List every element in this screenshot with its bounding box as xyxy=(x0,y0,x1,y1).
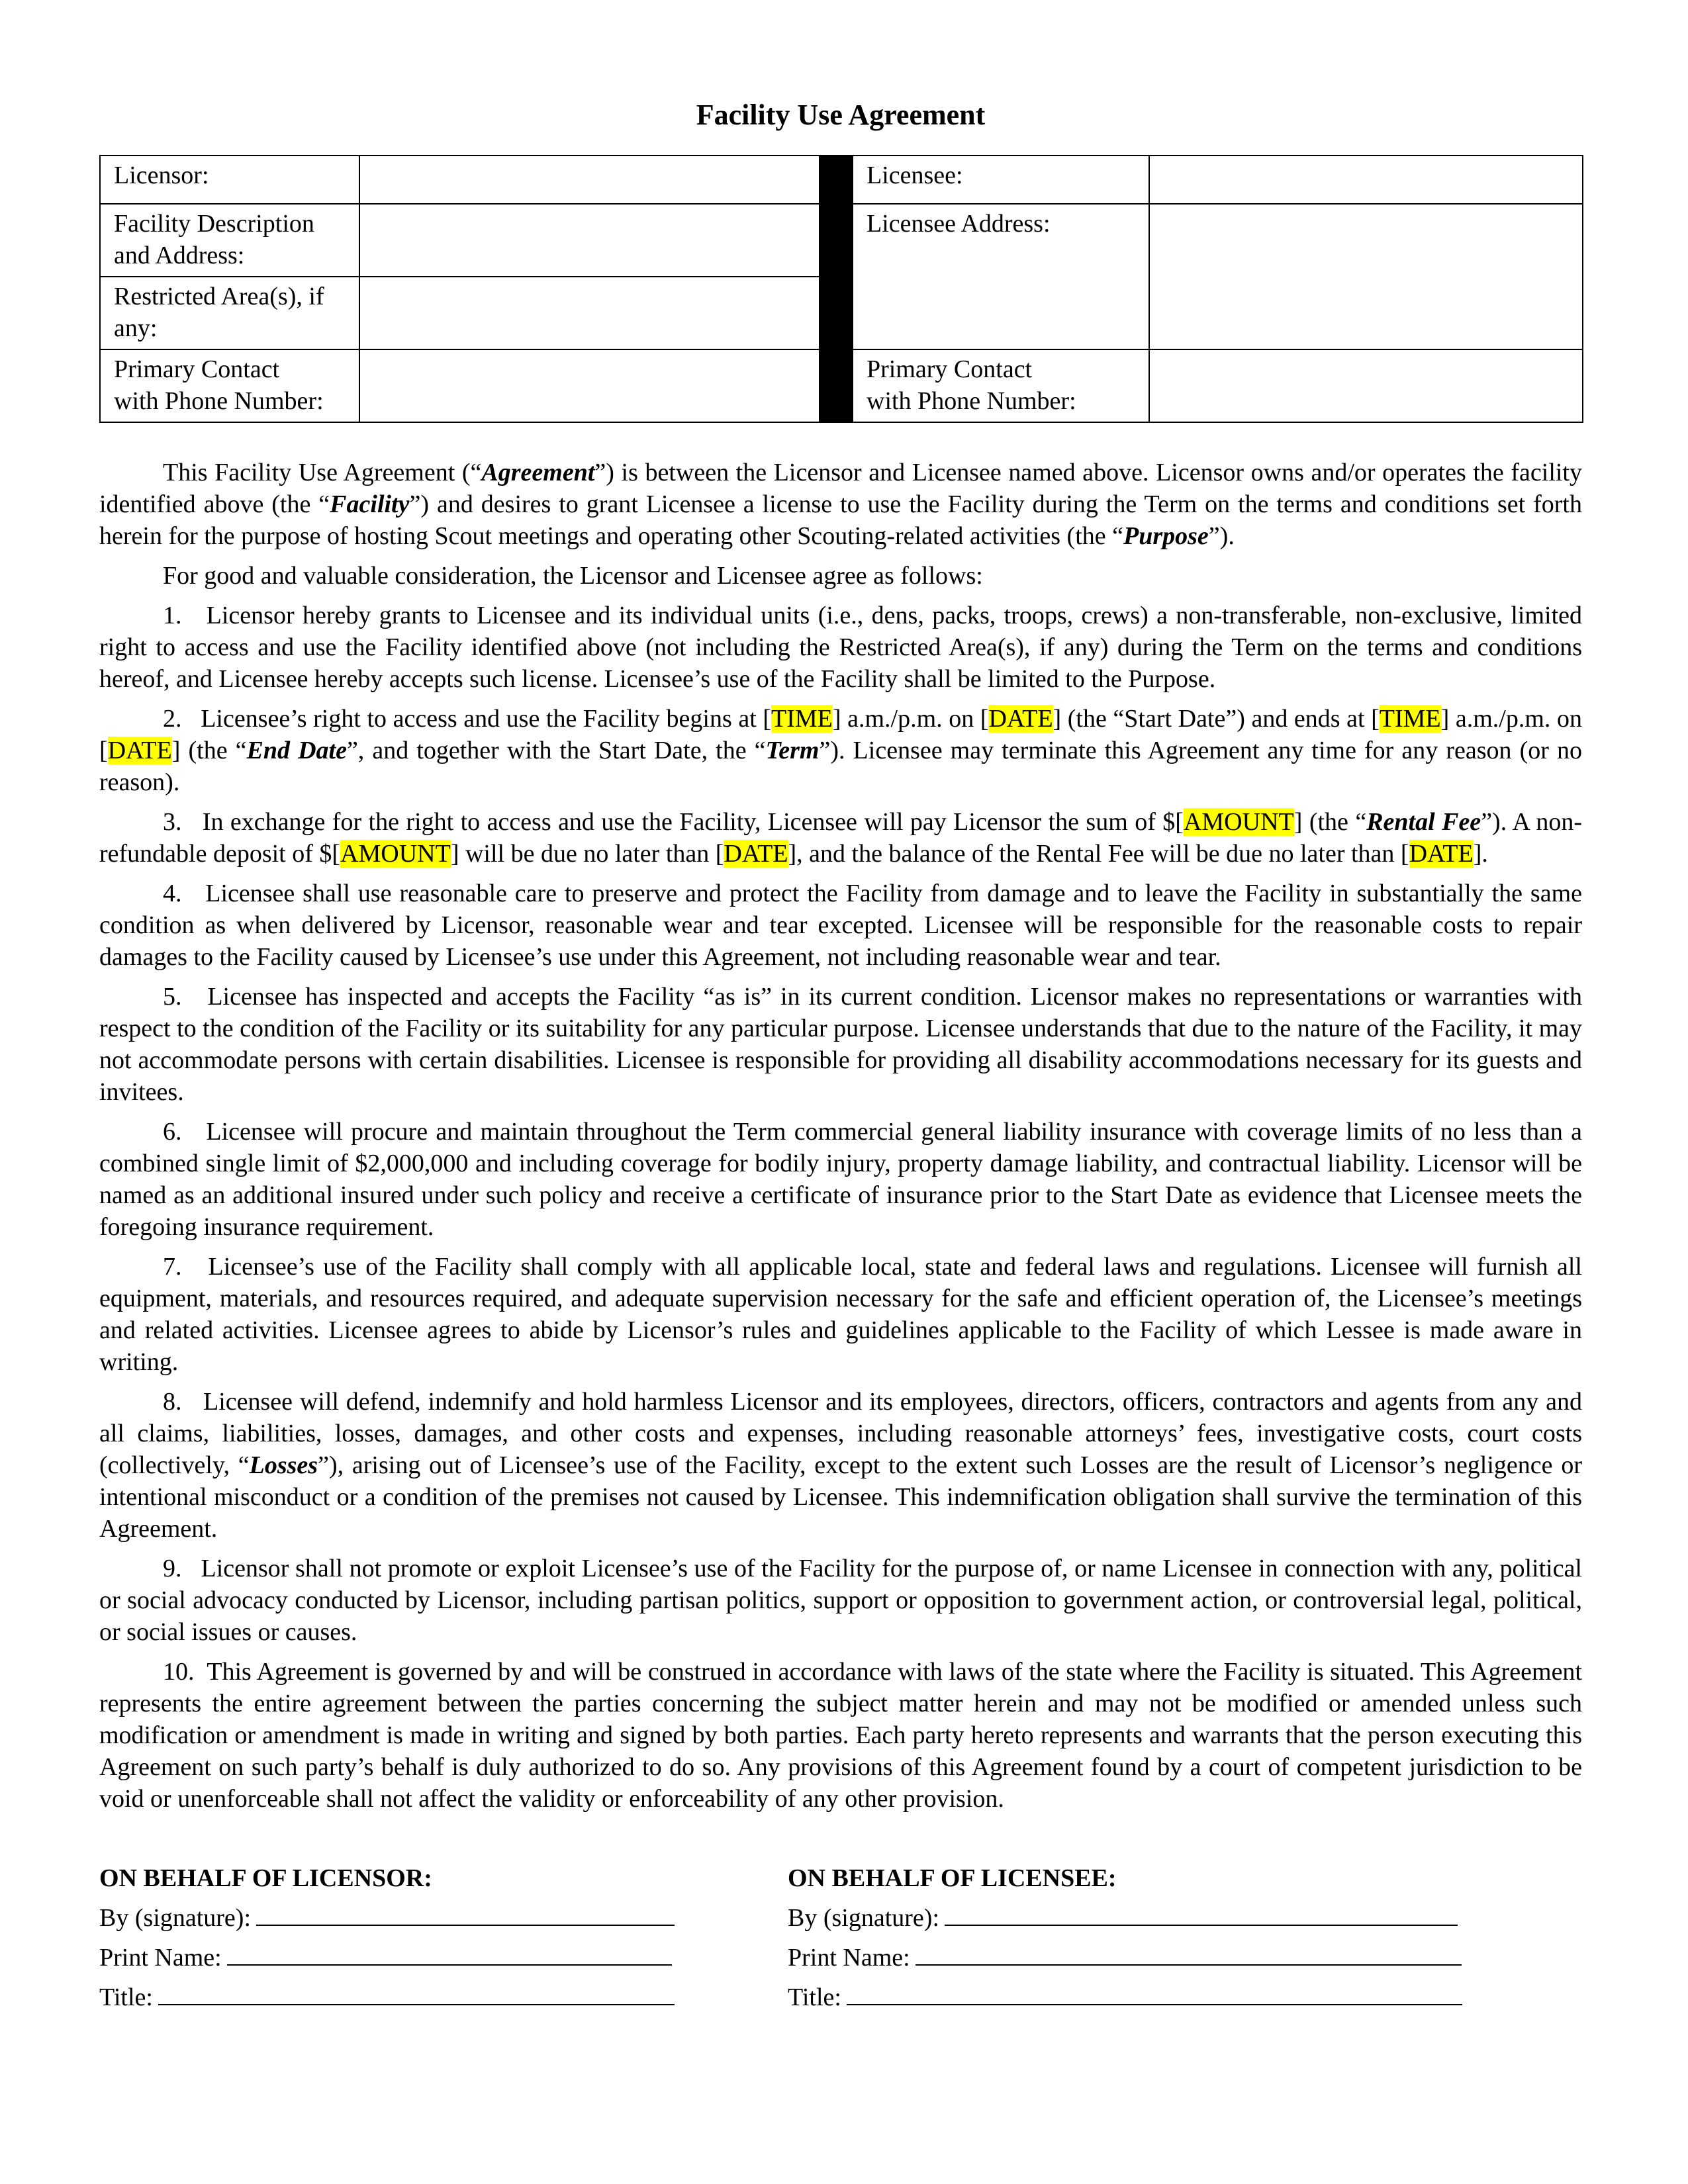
term-term: Term xyxy=(765,737,820,764)
restricted-area-field[interactable] xyxy=(359,277,820,349)
licensor-field[interactable] xyxy=(359,156,820,204)
clause-1: 1. Licensor hereby grants to Licensee and its individual units (i.e., dens, packs, troops, crews) a non-transferable, non-exclusive, limited right to access and use the Facility identified above (not including the Restricted Area(s), if any) during the Term on the terms and conditions hereof, and Licensee hereby accepts such license. Licensee’s use of the Facility shall be limited to the Purpose. xyxy=(99,602,1582,693)
restricted-area-label-line1: Restricted Area(s), if xyxy=(114,283,324,310)
clause-3 xyxy=(99,806,1582,870)
clause-2-text: ] a.m./p.m. on [ xyxy=(832,705,989,733)
deposit-amount-placeholder[interactable]: AMOUNT xyxy=(340,840,451,868)
start-time-placeholder[interactable]: TIME xyxy=(771,705,833,733)
licensor-label: Licensor: xyxy=(100,156,359,204)
clause-2-text: ”). Licensee may terminate this Agreement any time for any reason (or no reason). xyxy=(99,737,1582,796)
end-date-placeholder[interactable]: DATE xyxy=(107,737,172,764)
clause-8 xyxy=(99,1386,1582,1545)
licensee-signature-heading: ON BEHALF OF LICENSEE: xyxy=(788,1864,1117,1892)
licensor-print-name-row xyxy=(99,1938,695,1978)
clause-6: 6. Licensee will procure and maintain throughout the Term commercial general liability insurance with coverage limits of no less than a combined single limit of $2,000,000 and including coverage for bodily injury, property damage liability, and contractual liability. Licensor will be named as an additional insured under such policy and receive a certificate of insurance prior to the Start Date as evidence that Licensee meets the foregoing insurance requirement. xyxy=(99,1118,1582,1241)
facility-description-label-line1: Facility Description xyxy=(114,210,314,238)
licensee-signature-row xyxy=(788,1898,1582,1938)
licensee-address-field[interactable] xyxy=(1149,204,1583,349)
clause-2 xyxy=(99,703,1582,798)
intro-text-a: This Facility Use Agreement (“ xyxy=(163,459,482,486)
clause-3-text: ]. xyxy=(1473,840,1488,868)
licensee-contact-field[interactable] xyxy=(1149,349,1583,422)
clause-8-text: ”), arising out of Licensee’s use of the Facility, except to the extent such Losses are the result of Licensor’s negligence or intentional misconduct or a condition of the premises not caused by Licensee. This indemnification obligation shall survive the termination of this Agreement. xyxy=(99,1451,1582,1543)
end-date-term: End Date xyxy=(246,737,347,764)
licensee-signature-line[interactable] xyxy=(945,1898,1458,1926)
licensor-by-label: By (signature): xyxy=(99,1904,252,1932)
clause-3-text: ] (the “ xyxy=(1293,808,1367,836)
clause-2-text: ] (the “ xyxy=(171,737,247,764)
licensor-contact-label xyxy=(100,349,359,422)
licensee-contact-label-line2: with Phone Number: xyxy=(867,387,1076,415)
balance-date-placeholder[interactable]: DATE xyxy=(1409,840,1474,868)
licensor-signature-line[interactable] xyxy=(256,1898,675,1926)
licensor-title-line[interactable] xyxy=(158,1978,675,2005)
intro-text-c: ”) is between the Licensor and Licensee named above. Licensor owns and/or operates the facility identified above (the “ xyxy=(99,459,1582,518)
restricted-area-label-line2: any: xyxy=(114,314,158,342)
clause-8-text: 8. Licensee will defend, indemnify and hold harmless Licensor and its employees, directors, officers, contractors and agents from any and all claims, liabilities, losses, damages, and other costs and expenses, including reasonable attorneys’ fees, investigative costs, court costs (collectively, “ xyxy=(99,1388,1582,1479)
clause-7: 7. Licensee’s use of the Facility shall comply with all applicable local, state and federal laws and regulations. Licensee will furnish all equipment, materials, and resources required, and adequate supervision necessary for the safe and efficient operation of, the Licensee’s meetings and related activities. Licensee agrees to abide by Licensor’s rules and guidelines applicable to the Facility of which Lessee is made aware in writing. xyxy=(99,1253,1582,1376)
licensee-contact-label-line1: Primary Contact xyxy=(867,355,1033,383)
clause-2-text: ] a.m./p.m. on [ xyxy=(99,705,1582,764)
separator-bar xyxy=(820,156,853,422)
licensee-title-label: Title: xyxy=(788,1983,841,2011)
clause-9: 9. Licensor shall not promote or exploit Licensee’s use of the Facility for the purpose of, or name Licensee in connection with any, political or social advocacy conducted by Licensor, including partisan politics, support or opposition to government action, or controversial legal, political, or social issues or causes. xyxy=(99,1555,1582,1646)
licensor-signature-row xyxy=(99,1898,695,1938)
clause-2-text: ”, and together with the Start Date, the “ xyxy=(346,737,766,764)
intro-text-g: ”). xyxy=(1208,522,1235,550)
agreement-term: Agreement xyxy=(481,459,595,486)
licensee-address-label: Licensee Address: xyxy=(853,204,1149,349)
licensee-signature-column xyxy=(788,1858,1582,2017)
licensor-title-row xyxy=(99,1978,695,2017)
party-info-table xyxy=(99,155,1583,423)
clause-2-text: 2. Licensee’s right to access and use the Facility begins at [ xyxy=(163,705,771,733)
end-time-placeholder[interactable]: TIME xyxy=(1379,705,1441,733)
licensee-field[interactable] xyxy=(1149,156,1583,204)
start-date-placeholder[interactable]: DATE xyxy=(988,705,1053,733)
licensor-contact-field[interactable] xyxy=(359,349,820,422)
deposit-date-placeholder[interactable]: DATE xyxy=(724,840,788,868)
licensee-title-row xyxy=(788,1978,1582,2017)
clause-3-text: ], and the balance of the Rental Fee will be due no later than [ xyxy=(788,840,1409,868)
clause-2-text: ] (the “Start Date”) and ends at [ xyxy=(1053,705,1380,733)
licensor-print-name-line[interactable] xyxy=(227,1938,672,1966)
agreement-body xyxy=(99,457,1582,1823)
licensor-signature-heading: ON BEHALF OF LICENSOR: xyxy=(99,1864,432,1892)
licensee-label: Licensee: xyxy=(853,156,1149,204)
licensee-title-line[interactable] xyxy=(847,1978,1462,2005)
rental-amount-placeholder[interactable]: AMOUNT xyxy=(1183,808,1294,836)
licensor-print-name-label: Print Name: xyxy=(99,1944,222,1972)
purpose-term: Purpose xyxy=(1123,522,1209,550)
clause-4: 4. Licensee shall use reasonable care to preserve and protect the Facility from damage and to leave the Facility in substantially the same condition as when delivered by Licensor, reasonable wear and tear excepted. Licensee will be responsible for the reasonable costs to repair damages to the Facility caused by Licensee’s use under this Agreement, not including reasonable wear and tear. xyxy=(99,880,1582,971)
intro-text-e: ”) and desires to grant Licensee a license to use the Facility during the Term on the terms and conditions set forth herein for the purpose of hosting Scout meetings and operating other Scouting-related activities (the “ xyxy=(99,490,1582,550)
licensee-print-name-label: Print Name: xyxy=(788,1944,910,1972)
losses-term: Losses xyxy=(249,1451,318,1479)
licensee-print-name-row xyxy=(788,1938,1582,1978)
licensor-signature-column xyxy=(99,1858,695,2017)
rental-fee-term: Rental Fee xyxy=(1366,808,1481,836)
licensee-print-name-line[interactable] xyxy=(915,1938,1462,1966)
licensor-contact-label-line1: Primary Contact xyxy=(114,355,280,383)
facility-term: Facility xyxy=(330,490,410,518)
licensee-contact-label xyxy=(853,349,1149,422)
intro-paragraph xyxy=(99,457,1582,552)
clause-3-text: 3. In exchange for the right to access and use the Facility, Licensee will pay Licensor the sum of $[ xyxy=(163,808,1184,836)
clause-3-text: ”). A non-refundable deposit of $[ xyxy=(99,808,1582,868)
clause-3-text: ] will be due no later than [ xyxy=(450,840,724,868)
document-title: Facility Use Agreement xyxy=(696,99,986,131)
consideration-paragraph: For good and valuable consideration, the Licensor and Licensee agree as follows: xyxy=(163,562,983,590)
facility-description-label-line2: and Address: xyxy=(114,242,245,269)
licensor-title-label: Title: xyxy=(99,1983,153,2011)
facility-description-field[interactable] xyxy=(359,204,820,277)
licensor-contact-label-line2: with Phone Number: xyxy=(114,387,324,415)
clause-5: 5. Licensee has inspected and accepts the Facility “as is” in its current condition. Licensor makes no representations or warranties with respect to the condition of the Facility or its suitability for any particular purpose. Licensee understands that due to the nature of the Facility, it may not accommodate persons with certain disabilities. Licensee is responsible for providing all disability accommodations necessary for its guests and invitees. xyxy=(99,983,1582,1106)
restricted-area-label xyxy=(100,277,359,349)
clause-10: 10. This Agreement is governed by and will be construed in accordance with laws of the state where the Facility is situated. This Agreement represents the entire agreement between the parties concerning the subject matter herein and may not be modified or amended unless such modification or amendment is made in writing and signed by both parties. Each party hereto represents and warrants that the person executing this Agreement on such party’s behalf is duly authorized to do so. Any provisions of this Agreement found by a court of competent jurisdiction to be void or unenforceable shall not affect the validity or enforceability of any other provision. xyxy=(99,1658,1582,1813)
facility-description-label xyxy=(100,204,359,277)
licensee-by-label: By (signature): xyxy=(788,1904,940,1932)
